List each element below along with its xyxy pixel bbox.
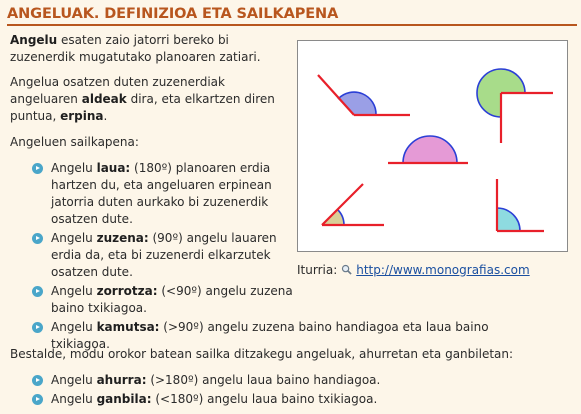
angle-figure bbox=[297, 40, 568, 252]
arrow-bullet-icon bbox=[32, 233, 43, 244]
list-item: Angelu laua: (180º) planoaren erdia hartzen du, eta angeluaren erpinean jatorria duten aurkako bi zuzenerdik osatzen dute. bbox=[32, 160, 293, 228]
list-item: Angelu ganbila: (<180º) angelu laua baino txikiagoa. bbox=[32, 391, 532, 408]
angle-illustration bbox=[298, 41, 567, 251]
term-aldeak: aldeak bbox=[81, 92, 127, 106]
arrow-bullet-icon bbox=[32, 286, 43, 297]
parts-text-b: dira, eta elkartzen diren puntua, bbox=[10, 92, 275, 123]
other-classification-heading: Bestalde, modu orokor batean sailka ditzakegu angeluak, ahurretan eta ganbiletan: bbox=[10, 347, 514, 361]
intro-paragraph bbox=[10, 32, 290, 66]
flat-angle-fill bbox=[403, 136, 457, 163]
source-link[interactable]: http://www.monografias.com bbox=[356, 263, 530, 277]
list-item: Angelu kamutsa: (>90º) angelu zuzena baino handiagoa eta laua baino txikiagoa. bbox=[32, 319, 532, 353]
list-item: Angelu ahurra: (>180º) angelu laua baino handiagoa. bbox=[32, 372, 532, 389]
list-item: Angelu zuzena: (90º) angelu lauaren erdia da, eta bi zuzenerdi elkarzutek osatzen dute. bbox=[32, 230, 293, 281]
parts-paragraph bbox=[10, 74, 290, 125]
intro-text: esaten zaio jatorri bereko bi zuzenerdik mugatutako planoaren zatiari. bbox=[10, 33, 261, 64]
arrow-bullet-icon bbox=[32, 375, 43, 386]
page-title: ANGELUAK. DEFINIZIOA ETA SAILKAPENA bbox=[7, 4, 577, 26]
arrow-bullet-icon bbox=[32, 163, 43, 174]
image-credit bbox=[297, 262, 530, 278]
credit-label: Iturria: bbox=[297, 263, 338, 277]
other-classification-list bbox=[32, 372, 532, 410]
term-erpina: erpina bbox=[60, 109, 104, 123]
parts-text-c: . bbox=[103, 109, 108, 123]
magnifier-icon bbox=[341, 264, 352, 275]
arrow-bullet-icon bbox=[32, 322, 43, 333]
term-angelu: Angelu bbox=[10, 33, 58, 47]
classification-heading: Angeluen sailkapena: bbox=[10, 135, 139, 149]
parts-text-a: Angelua osatzen duten zuzenerdiak angeluaren bbox=[10, 75, 225, 106]
arrow-bullet-icon bbox=[32, 394, 43, 405]
list-item: Angelu zorrotza: (<90º) angelu zuzena baino txikiagoa. bbox=[32, 283, 293, 317]
